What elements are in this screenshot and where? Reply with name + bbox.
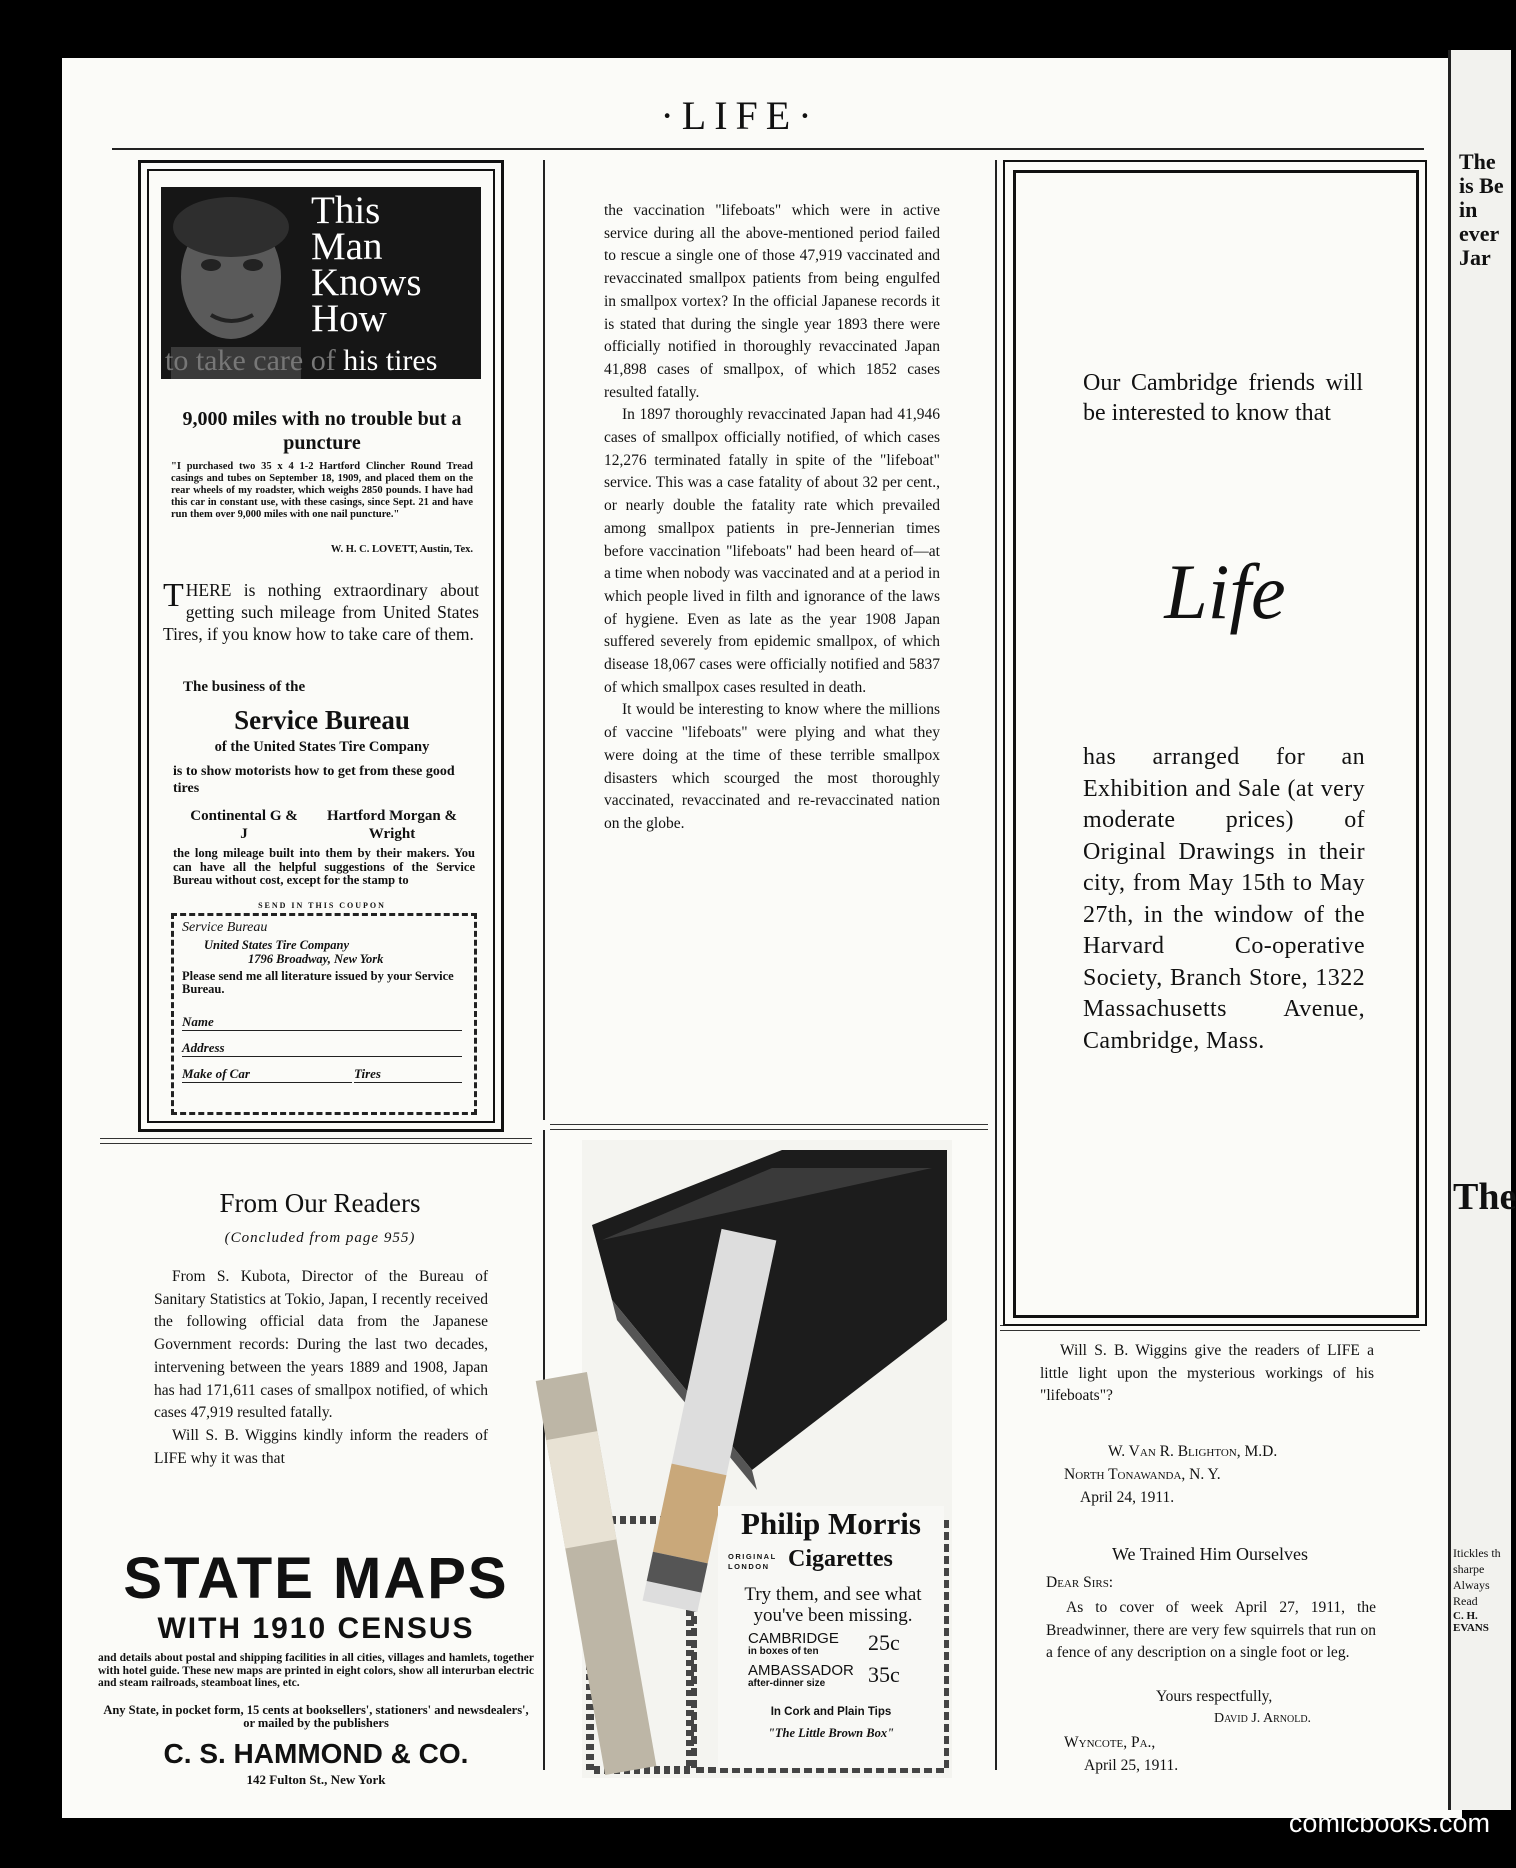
readers-paragraph: Will S. B. Wiggins kindly inform the readers of LIFE why it was that <box>154 1426 488 1467</box>
coupon-request: Please send me all literature issued by your Service Bureau. <box>182 969 454 996</box>
coupon <box>171 913 477 1115</box>
make-of-car-field[interactable] <box>182 1066 352 1083</box>
readers-paragraph: From S. Kubota, Director of the Bureau of Sanitary Statistics at Tokio, Japan, I recently received the following official data from the Japanese Government records: During the last two decades, intervening between the years 1889 and 1908, Japan has had 171,611 cases of smallpox notified, of which cases 47,919 resulted fatally. <box>154 1268 488 1422</box>
pm-cambridge: CAMBRIDGE <box>748 1630 839 1647</box>
show-motorists: is to show motorists how to get from these good tires <box>173 764 455 796</box>
adjacent-ad-text: Itickles th sharpe Always Read <box>1453 1546 1501 1608</box>
pm-ambassador: AMBASSADOR <box>748 1662 854 1679</box>
maps-title: STATE MAPS <box>123 1546 509 1611</box>
tagline-end: his tires <box>343 344 438 377</box>
headline-line-1: This <box>311 189 381 232</box>
section-rule-left <box>100 1138 532 1144</box>
adjacent-ad-name: C. H. EVANS <box>1453 1610 1489 1634</box>
coupon-address: 1796 Broadway, New York <box>248 952 384 966</box>
pm-try: Try them, and see what you've been missing. <box>744 1584 922 1626</box>
send-coupon: SEND IN THIS COUPON <box>258 901 386 910</box>
tires-field[interactable] <box>354 1066 462 1083</box>
pm-tips: In Cork and Plain Tips <box>770 1706 892 1718</box>
pm-cambridge-price: 25c <box>868 1630 900 1655</box>
life-ad-body: has arranged for an Exhibition and Sale (at very moderate prices) of Original Drawings in their city, from May 15th to May 27th, in the window of the Harvard Co-operative Society, Branch Store, 1322 Massachusetts Avenue, Cambridge, Mass. <box>1083 744 1365 1054</box>
name-field-label: Name <box>182 1014 214 1029</box>
company-line: of the United States Tire Company <box>214 739 430 755</box>
headline-line-3: Knows <box>311 261 422 304</box>
pm-slogan: "The Little Brown Box" <box>767 1726 895 1740</box>
address-field[interactable] <box>182 1040 462 1057</box>
letter-two-signature: David J. Arnold. <box>1214 1711 1312 1726</box>
life-ad-intro: Our Cambridge friends will be interested to know that <box>1083 370 1363 426</box>
testimonial: "I purchased two 35 x 4 1-2 Hartford Clincher Round Tread casings and tubes on September 18, 1909, and placed them on the rear wheels of my roadster, which weighs 2850 pounds. I have had this car in constant use, with these casings, since Sept. 21 and have run them over 9,000 miles with one nail puncture." <box>171 461 473 520</box>
business-of: The business of the <box>183 679 306 695</box>
headline-line-2: Man <box>311 225 383 268</box>
miles-heading: 9,000 miles with no trouble but a puncture <box>182 408 462 454</box>
brand-right: Hartford Morgan & Wright <box>327 808 457 842</box>
service-bureau: Service Bureau <box>234 705 410 735</box>
pm-cambridge-box: in boxes of ten <box>748 1646 819 1657</box>
philip-morris-ad <box>582 1140 952 1778</box>
letter-one-place: North Tonawanda, N. Y. <box>1064 1466 1221 1483</box>
address-field-label: Address <box>182 1040 225 1055</box>
tire-ad-portrait <box>161 187 481 379</box>
letter-two-closing: Yours respectfully, <box>1156 1688 1273 1705</box>
concluded-note: (Concluded from page 955) <box>224 1230 416 1246</box>
section-rule-middle <box>550 1124 988 1130</box>
coupon-to: Service Bureau <box>182 920 268 935</box>
article-top <box>604 200 940 836</box>
tire-ad-body-text: HERE is nothing extraordinary about getting such mileage from United States Tires, if you know how to take care of them. <box>163 580 479 644</box>
brand-left: Continental G & J <box>190 808 298 842</box>
adjacent-page-edge <box>1448 50 1516 1810</box>
tagline-faint: to take care of <box>165 344 336 377</box>
letter-one-signature: W. Van R. Blighton, M.D. <box>1108 1443 1278 1460</box>
article-paragraph: It would be interesting to know where the millions of vaccine "lifeboats" were plying and what they were doing at the time of these terrible smallpox disasters which scourged the most thoroughly vaccinated, revaccinated and re-revaccinated nation on the globe. <box>604 701 940 832</box>
pm-cigarettes: Cigarettes <box>788 1546 893 1572</box>
tire-ad-body <box>163 579 479 645</box>
drop-cap: T <box>163 577 184 614</box>
letter-two-body: As to cover of week April 27, 1911, the Breadwinner, there are very few squirrels that run on a fence of any description on a single foot or leg. <box>1046 1599 1376 1662</box>
pm-ambassador-price: 35c <box>868 1662 900 1687</box>
maps-details: and details about postal and shipping facilities in all cities, villages and hamlets, together with hotel guide. These new maps are printed in eight colors, show all interurban electric and steam railroads, steamboat lines, etc. <box>98 1652 534 1689</box>
pm-brand: Philip Morris <box>741 1506 921 1541</box>
adjacent-ad-fragment: The is Be in ever Jar <box>1459 149 1504 270</box>
adjacent-ad-heading: The <box>1453 1176 1516 1218</box>
pm-original-london: ORIGINAL LONDON <box>728 1552 777 1571</box>
long-mileage: the long mileage built into them by their makers. You can have all the helpful suggestions of the Service Bureau without cost, except for the stamp to <box>173 846 475 887</box>
letter-one: Will S. B. Wiggins give the readers of LIFE a little light upon the mysterious workings of his "lifeboats"? <box>1040 1342 1374 1405</box>
coupon-company: United States Tire Company <box>204 938 350 952</box>
name-field[interactable] <box>182 1014 462 1031</box>
headline-line-4: How <box>311 297 387 340</box>
maps-offer: Any State, in pocket form, 15 cents at booksellers', stationers' and newsdealers', or mailed by the publishers <box>103 1703 529 1730</box>
philip-morris-copy <box>718 1506 944 1768</box>
letter-two-salutation: Dear Sirs: <box>1046 1574 1114 1591</box>
state-maps-ad <box>96 1546 536 1787</box>
column-rule-right <box>995 160 997 1770</box>
tire-ad <box>138 160 504 1132</box>
letter-one-date: April 24, 1911. <box>1080 1489 1175 1506</box>
header-rule <box>112 148 1424 150</box>
maps-subtitle: WITH 1910 CENSUS <box>157 1612 475 1645</box>
readers-heading: From Our Readers <box>219 1188 421 1218</box>
maps-address: 142 Fulton St., New York <box>246 1772 386 1787</box>
readers-body <box>154 1266 488 1470</box>
column-rule-left-lower <box>543 1130 545 1770</box>
article-paragraph: the vaccination "lifeboats" which were in active service during all the above-mentioned period failed to rescue a single one of those 47,919 vaccinated and revaccinated smallpox patients from being engulfed in smallpox vortex? In the official Japanese records it is stated that during the single year 1893 there were officially notified in thoroughly revaccinated Japan 41,898 cases of smallpox, of which 1852 cases resulted fatally. <box>604 202 940 401</box>
column-rule-left <box>543 160 545 1120</box>
watermark: comicbooks.com <box>1288 1808 1490 1838</box>
life-exhibition-ad <box>1003 160 1427 1326</box>
make-field-label: Make of Car <box>182 1066 250 1081</box>
pm-ambassador-size: after-dinner size <box>748 1678 826 1689</box>
page-title: ·LIFE· <box>660 93 820 138</box>
maps-publisher: C. S. HAMMOND & CO. <box>163 1738 469 1769</box>
letter-two-place: Wyncote, Pa., <box>1064 1734 1156 1751</box>
life-logo: Life <box>1164 548 1286 635</box>
letter-two-date: April 25, 1911. <box>1084 1757 1179 1774</box>
testimonial-signature: W. H. C. LOVETT, Austin, Tex. <box>330 544 473 555</box>
article-paragraph: In 1897 thoroughly revaccinated Japan had 41,946 cases of smallpox officially notified, of which cases 12,276 terminated fatally in spite of the "lifeboat" service. This was a case fatality of about 32 per cent., or nearly double the fatality rate which prevailed among smallpox patients in pre-Jennerian times before vaccination "lifeboats" had been heard of—at a time when nobody was vaccinated and at a period in which people lived in filth and ignorance of the laws of hygiene. Even as late as the year 1908 Japan suffered severely from epidemic smallpox, of which disease 18,067 cases were officially notified and 5837 of which smallpox cases resulted in death. <box>604 406 940 696</box>
letter-two-heading: We Trained Him Ourselves <box>1111 1544 1309 1564</box>
tires-field-label: Tires <box>354 1066 381 1081</box>
